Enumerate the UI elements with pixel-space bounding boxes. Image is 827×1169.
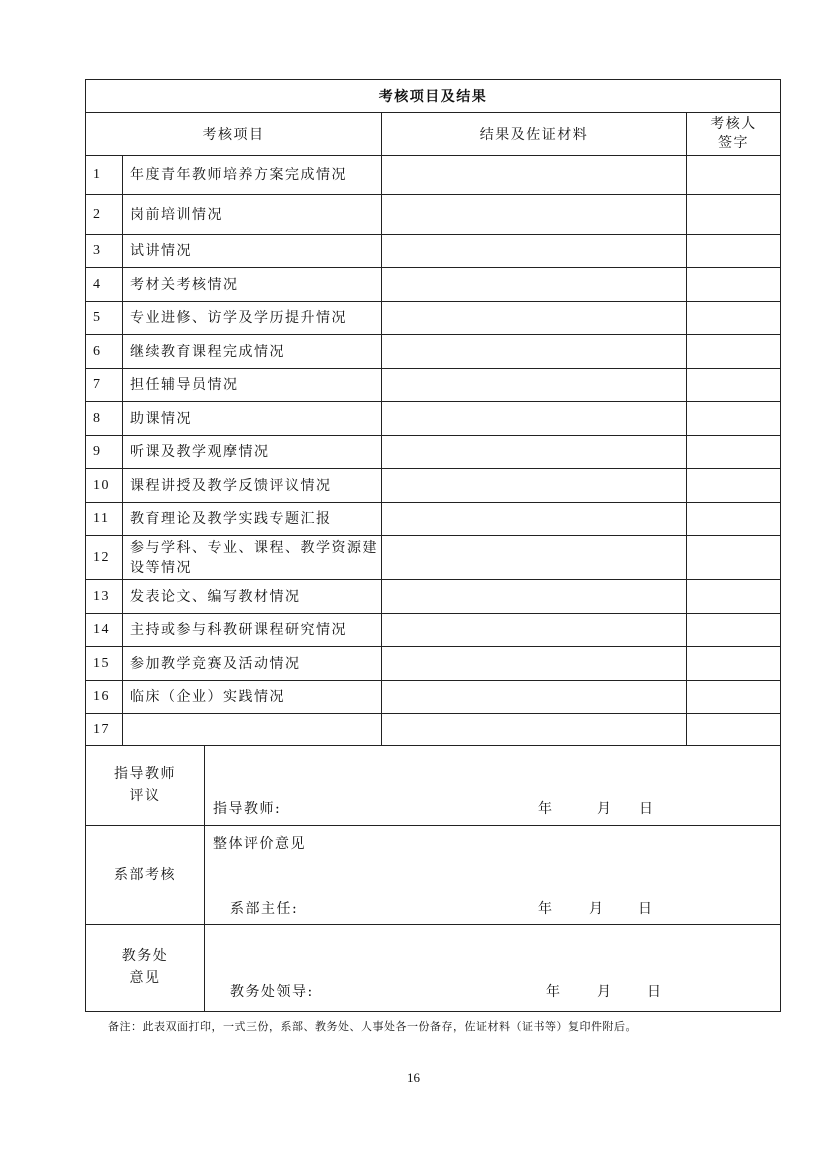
academic-affairs-month-label: 月 [597, 984, 613, 1000]
row-number: 10 [86, 469, 123, 503]
result-cell[interactable] [382, 195, 687, 235]
department-signer-label: 系部主任: [230, 901, 299, 917]
signature-cell[interactable] [687, 469, 781, 503]
academic-affairs-day-label: 日 [647, 984, 663, 1000]
row-number: 1 [86, 156, 123, 195]
advisor-comment-area[interactable] [205, 746, 781, 826]
result-cell[interactable] [382, 681, 687, 714]
result-cell[interactable] [382, 402, 687, 436]
row-number: 17 [86, 714, 123, 746]
row-number: 12 [86, 536, 123, 580]
signature-cell[interactable] [687, 580, 781, 614]
row-number: 15 [86, 647, 123, 681]
row-item: 主持或参与科教研课程研究情况 [123, 614, 382, 647]
academic-affairs-label-line2: 意见 [129, 970, 161, 986]
academic-affairs-label [86, 925, 205, 1012]
signature-cell[interactable] [687, 614, 781, 647]
row-number: 4 [86, 268, 123, 302]
department-label: 系部考核 [86, 826, 205, 925]
result-cell[interactable] [382, 469, 687, 503]
signature-cell[interactable] [687, 436, 781, 469]
table-row [86, 302, 781, 335]
result-cell[interactable] [382, 436, 687, 469]
result-cell[interactable] [382, 369, 687, 402]
table-row [86, 195, 781, 235]
column-header-signature-line2: 签字 [718, 135, 750, 151]
table-row [86, 235, 781, 268]
table-row [86, 469, 781, 503]
advisor-year-label: 年 [538, 801, 554, 817]
row-item: 考材关考核情况 [123, 268, 382, 302]
result-cell[interactable] [382, 235, 687, 268]
advisor-signer-label: 指导教师: [213, 801, 282, 817]
result-cell[interactable] [382, 335, 687, 369]
row-number: 2 [86, 195, 123, 235]
row-item: 继续教育课程完成情况 [123, 335, 382, 369]
table-row [86, 369, 781, 402]
result-cell[interactable] [382, 268, 687, 302]
table-row [86, 647, 781, 681]
row-number: 14 [86, 614, 123, 647]
signature-cell[interactable] [687, 235, 781, 268]
table-row [86, 503, 781, 536]
row-item: 年度青年教师培养方案完成情况 [123, 156, 382, 195]
table-title: 考核项目及结果 [86, 80, 781, 113]
row-item: 发表论文、编写教材情况 [123, 580, 382, 614]
result-cell[interactable] [382, 503, 687, 536]
department-section [86, 826, 781, 925]
department-day-label: 日 [638, 901, 654, 917]
page-number: 16 [407, 1070, 420, 1085]
advisor-day-label: 日 [639, 801, 655, 817]
result-cell[interactable] [382, 302, 687, 335]
row-item: 参与学科、专业、课程、教学资源建设等情况 [123, 536, 382, 580]
result-cell[interactable] [382, 536, 687, 580]
signature-cell[interactable] [687, 156, 781, 195]
table-row [86, 335, 781, 369]
department-opinion-label: 整体评价意见 [213, 836, 306, 852]
result-cell[interactable] [382, 156, 687, 195]
row-item: 助课情况 [123, 402, 382, 436]
table-row [86, 402, 781, 436]
signature-cell[interactable] [687, 268, 781, 302]
column-header-signature [687, 113, 781, 156]
signature-cell[interactable] [687, 647, 781, 681]
row-number: 9 [86, 436, 123, 469]
result-cell[interactable] [382, 580, 687, 614]
row-item: 听课及教学观摩情况 [123, 436, 382, 469]
advisor-month-label: 月 [597, 801, 613, 817]
row-number: 5 [86, 302, 123, 335]
row-number: 3 [86, 235, 123, 268]
table-row [86, 714, 781, 746]
result-cell[interactable] [382, 614, 687, 647]
academic-affairs-label-line1: 教务处 [121, 948, 169, 964]
signature-cell[interactable] [687, 369, 781, 402]
table-row [86, 681, 781, 714]
row-item: 试讲情况 [123, 235, 382, 268]
advisor-section [86, 746, 781, 826]
result-cell[interactable] [382, 714, 687, 746]
signature-cell[interactable] [687, 302, 781, 335]
academic-affairs-comment-area[interactable] [205, 925, 781, 1012]
row-item: 专业进修、访学及学历提升情况 [123, 302, 382, 335]
row-item: 担任辅导员情况 [123, 369, 382, 402]
advisor-label [86, 746, 205, 826]
table-row [86, 268, 781, 302]
footnote: 备注：此表双面打印，一式三份，系部、教务处、人事处各一份备存，佐证材料（证书等）复印件附后。 [108, 1020, 637, 1033]
result-cell[interactable] [382, 647, 687, 681]
row-item: 临床（企业）实践情况 [123, 681, 382, 714]
assessment-table [85, 79, 781, 1012]
column-header-signature-line1: 考核人 [710, 116, 757, 132]
academic-affairs-section [86, 925, 781, 1012]
signature-cell[interactable] [687, 536, 781, 580]
column-header-item: 考核项目 [86, 113, 382, 156]
academic-affairs-signer-label: 教务处领导: [230, 984, 314, 1000]
row-number: 11 [86, 503, 123, 536]
advisor-label-line2: 评议 [129, 788, 161, 804]
row-item: 课程讲授及教学反馈评议情况 [123, 469, 382, 503]
row-number: 16 [86, 681, 123, 714]
department-comment-area[interactable] [205, 826, 781, 925]
table-row [86, 156, 781, 195]
signature-cell[interactable] [687, 503, 781, 536]
department-year-label: 年 [538, 901, 554, 917]
row-number: 8 [86, 402, 123, 436]
signature-cell[interactable] [687, 681, 781, 714]
row-item: 岗前培训情况 [123, 195, 382, 235]
row-number: 7 [86, 369, 123, 402]
table-row [86, 536, 781, 580]
table-row [86, 436, 781, 469]
advisor-label-line1: 指导教师 [114, 766, 176, 782]
department-month-label: 月 [589, 901, 605, 917]
row-item [123, 714, 382, 746]
table-row [86, 580, 781, 614]
row-number: 6 [86, 335, 123, 369]
column-header-result: 结果及佐证材料 [382, 113, 687, 156]
row-item: 教育理论及教学实践专题汇报 [123, 503, 382, 536]
signature-cell[interactable] [687, 195, 781, 235]
signature-cell[interactable] [687, 402, 781, 436]
row-item: 参加教学竞赛及活动情况 [123, 647, 382, 681]
row-number: 13 [86, 580, 123, 614]
academic-affairs-year-label: 年 [546, 984, 562, 1000]
signature-cell[interactable] [687, 335, 781, 369]
signature-cell[interactable] [687, 714, 781, 746]
table-row [86, 614, 781, 647]
